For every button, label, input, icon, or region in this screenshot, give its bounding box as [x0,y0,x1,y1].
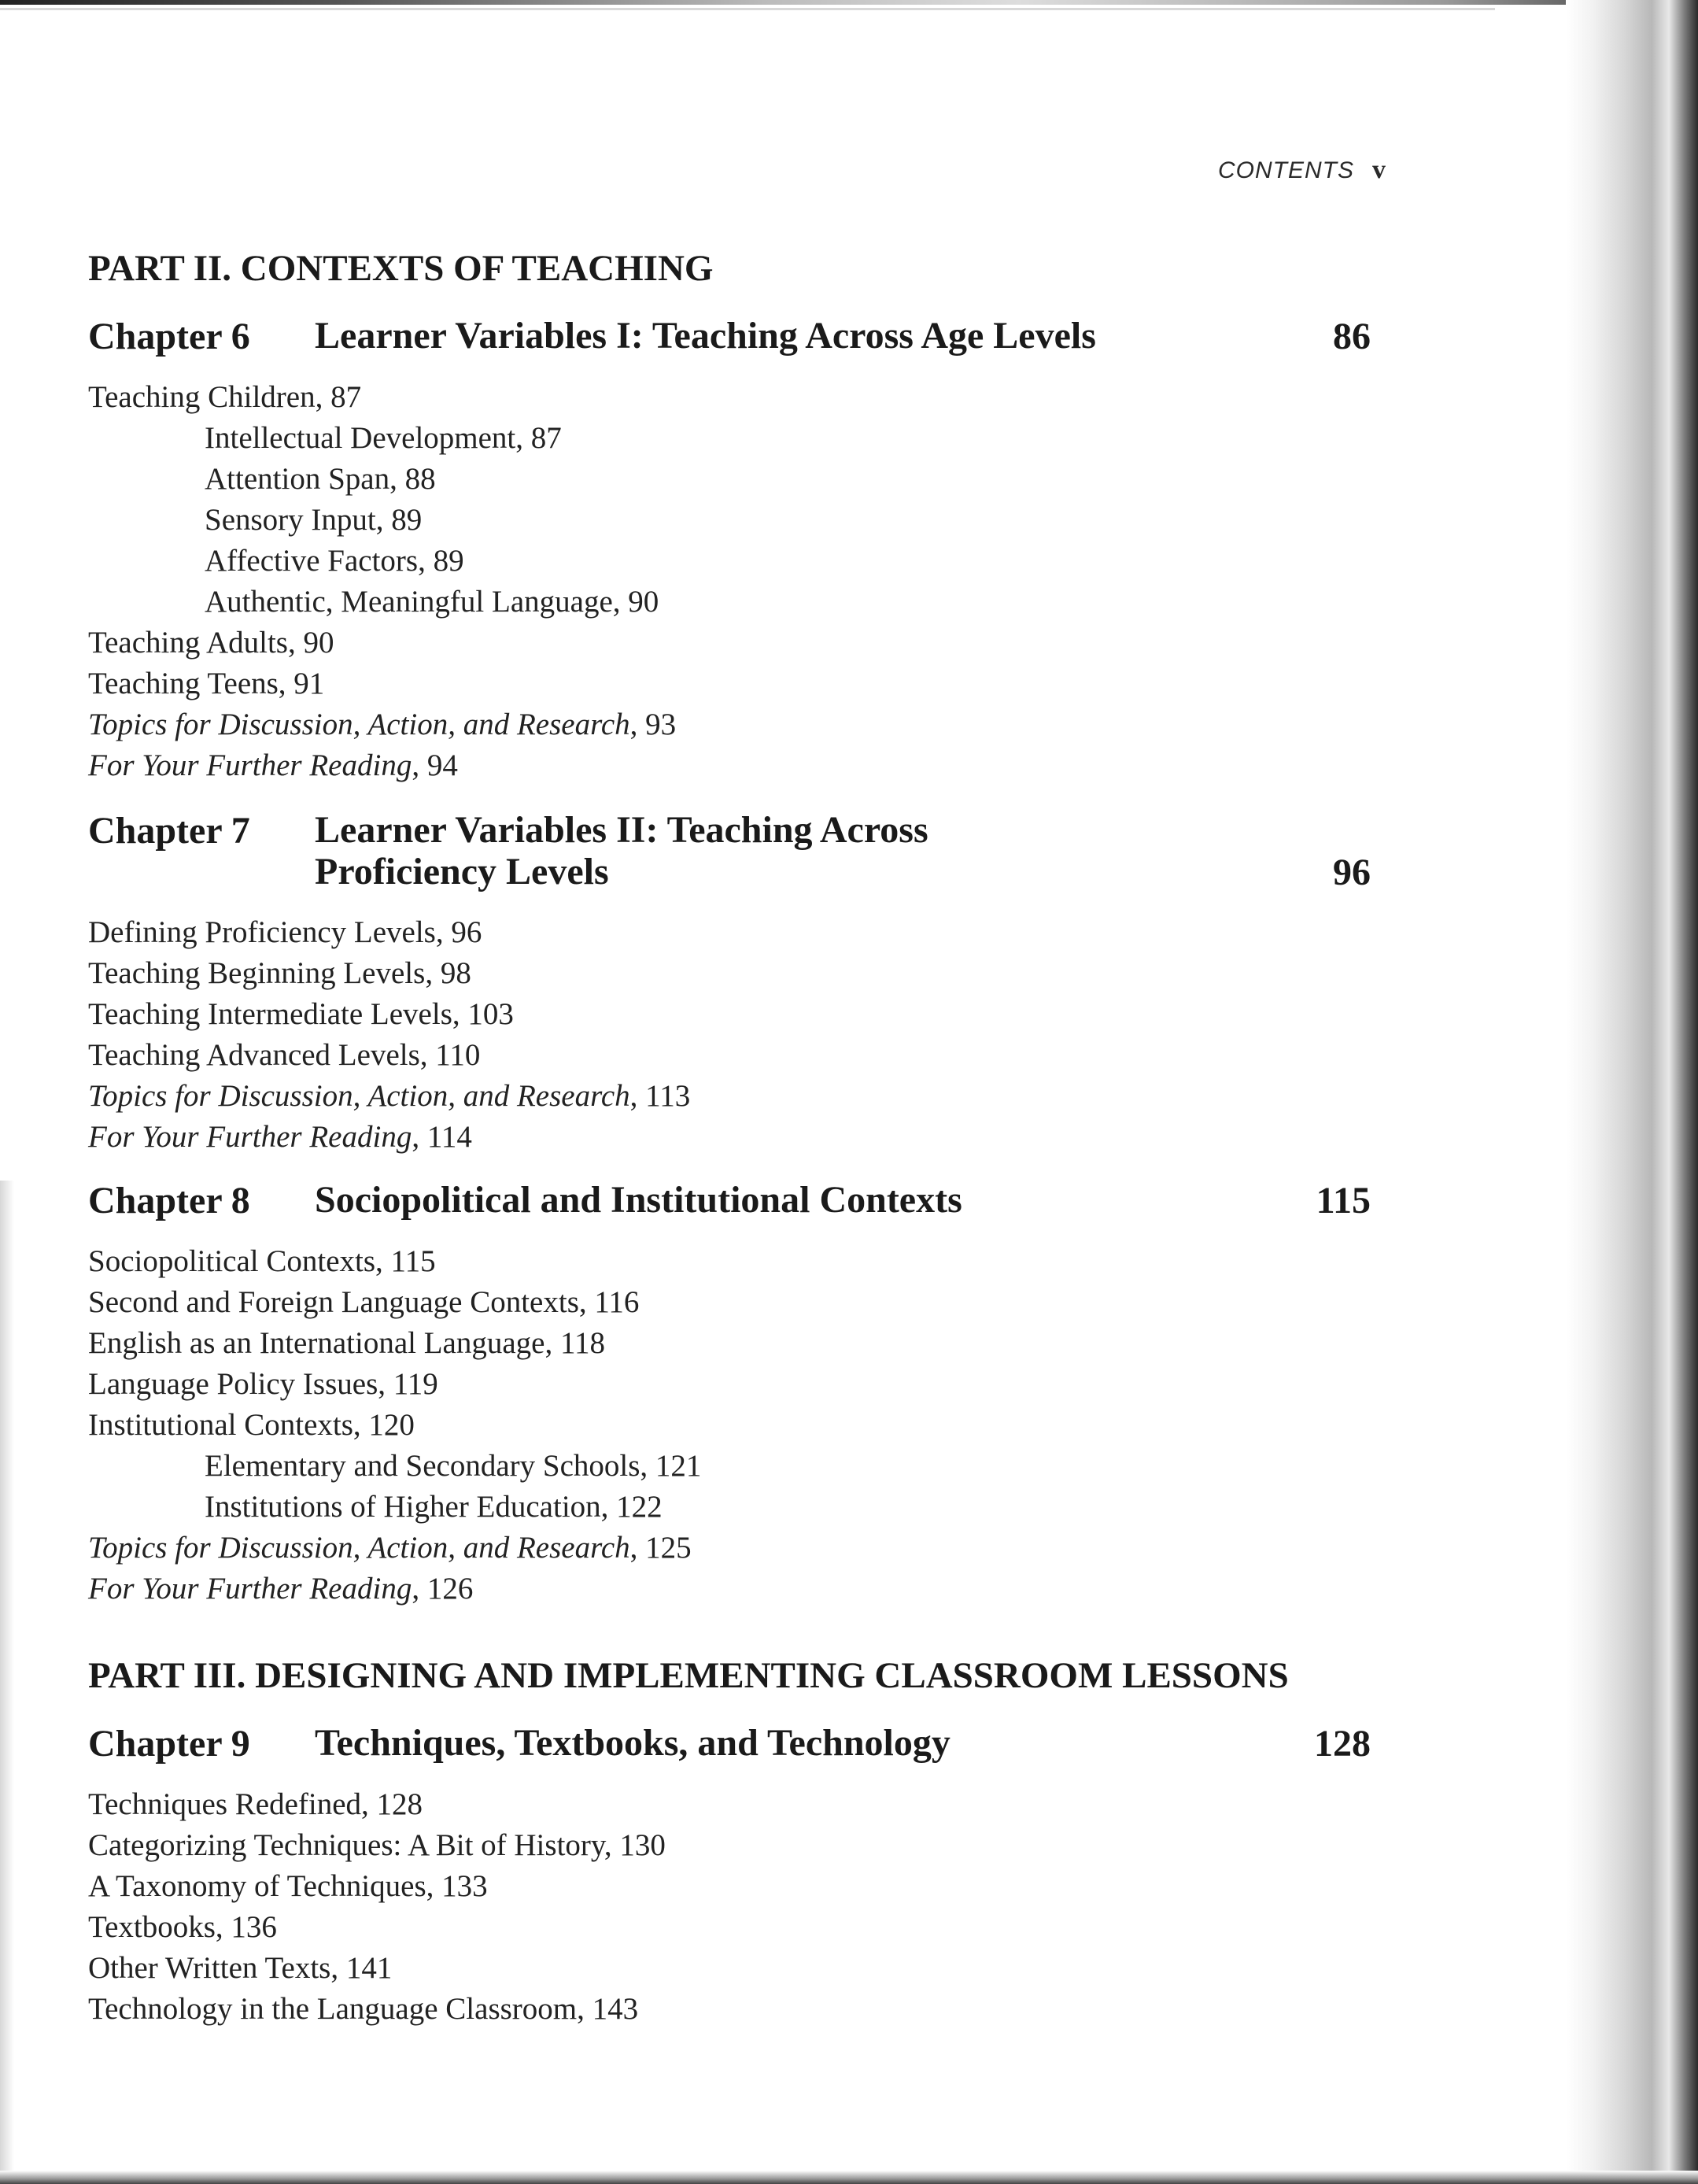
chapter-title: Learner Variables I: Teaching Across Age Levels [315,315,1096,357]
toc-entry: Teaching Intermediate Levels, 103 [88,997,514,1031]
running-head-page-number: v [1372,155,1386,184]
toc-subentry: Institutions of Higher Education, 122 [205,1490,663,1524]
toc-entry-italic [88,1078,690,1114]
chapter-label: Chapter 9 [88,1723,250,1765]
toc-entry-italic [88,1530,692,1565]
toc-entry-italic [88,748,458,783]
toc-entry: Second and Foreign Language Contexts, 116 [88,1285,640,1319]
running-head [1218,157,1391,184]
scan-page-edge [1566,0,1698,2184]
toc-entry-title: For Your Further Reading [88,748,412,782]
toc-entry-page: , 126 [412,1572,474,1606]
toc-entry-title: For Your Further Reading [88,1572,412,1606]
scan-left-shadow [0,1181,14,2180]
chapter-title: Sociopolitical and Institutional Contexts [315,1179,962,1221]
toc-entry: Language Policy Issues, 119 [88,1367,438,1401]
toc-entry-italic [88,1571,473,1606]
toc-entry: Other Written Texts, 141 [88,1951,393,1985]
toc-entry: A Taxonomy of Techniques, 133 [88,1869,488,1903]
toc-subentry: Sensory Input, 89 [205,503,423,537]
scan-top-line [0,8,1495,10]
toc-entry: Textbooks, 136 [88,1910,277,1944]
toc-subentry: Authentic, Meaningful Language, 90 [205,585,659,619]
chapter-page-number: 86 [1333,316,1371,357]
chapter-page-number: 115 [1316,1180,1371,1221]
toc-entry: Teaching Teens, 91 [88,667,325,700]
chapter-title-line-1: Learner Variables II: Teaching Across [315,809,928,851]
toc-entry: English as an International Language, 118 [88,1326,606,1360]
toc-entry: Defining Proficiency Levels, 96 [88,915,482,949]
toc-entry: Sociopolitical Contexts, 115 [88,1244,436,1278]
toc-entry: Technology in the Language Classroom, 143 [88,1992,639,2026]
scan-bottom-edge [0,2171,1698,2184]
chapter-page-number: 128 [1314,1723,1371,1765]
toc-entry: Teaching Advanced Levels, 110 [88,1038,481,1072]
toc-entry: Techniques Redefined, 128 [88,1787,423,1821]
toc-subentry: Attention Span, 88 [205,462,436,496]
toc-entry-title: Topics for Discussion, Action, and Research [88,1531,630,1565]
chapter-label: Chapter 6 [88,316,250,357]
chapter-title: Techniques, Textbooks, and Technology [315,1722,951,1764]
part-heading: PART II. CONTEXTS OF TEACHING [88,248,714,289]
chapter-title-line-2: Proficiency Levels [315,851,609,892]
toc-entry-italic [88,1119,472,1155]
toc-subentry: Affective Factors, 89 [205,544,464,578]
part-heading: PART III. DESIGNING AND IMPLEMENTING CLASSROOM LESSONS [88,1655,1289,1696]
toc-entry-italic [88,707,676,742]
toc-entry-page: , 93 [629,708,677,741]
toc-subentry: Elementary and Secondary Schools, 121 [205,1449,702,1483]
toc-entry-title: Topics for Discussion, Action, and Research [88,708,630,741]
chapter-label: Chapter 7 [88,810,250,852]
toc-entry: Institutional Contexts, 120 [88,1408,415,1442]
toc-entry: Teaching Beginning Levels, 98 [88,956,471,990]
toc-entry-title: For Your Further Reading [88,1120,412,1154]
chapter-label: Chapter 8 [88,1180,250,1221]
toc-entry-title: Topics for Discussion, Action, and Research [88,1079,630,1113]
toc-entry-page: , 94 [412,748,458,782]
toc-entry: Teaching Children, 87 [88,380,362,414]
toc-entry: Categorizing Techniques: A Bit of History, 130 [88,1828,666,1862]
toc-entry-page: , 114 [412,1120,472,1154]
toc-subentry: Intellectual Development, 87 [205,421,562,455]
chapter-page-number: 96 [1333,852,1371,893]
toc-entry-page: , 125 [629,1531,692,1565]
scan-top-edge [0,0,1698,5]
running-head-label: CONTENTS [1218,157,1354,183]
toc-entry-page: , 113 [629,1079,691,1113]
toc-entry: Teaching Adults, 90 [88,626,334,660]
